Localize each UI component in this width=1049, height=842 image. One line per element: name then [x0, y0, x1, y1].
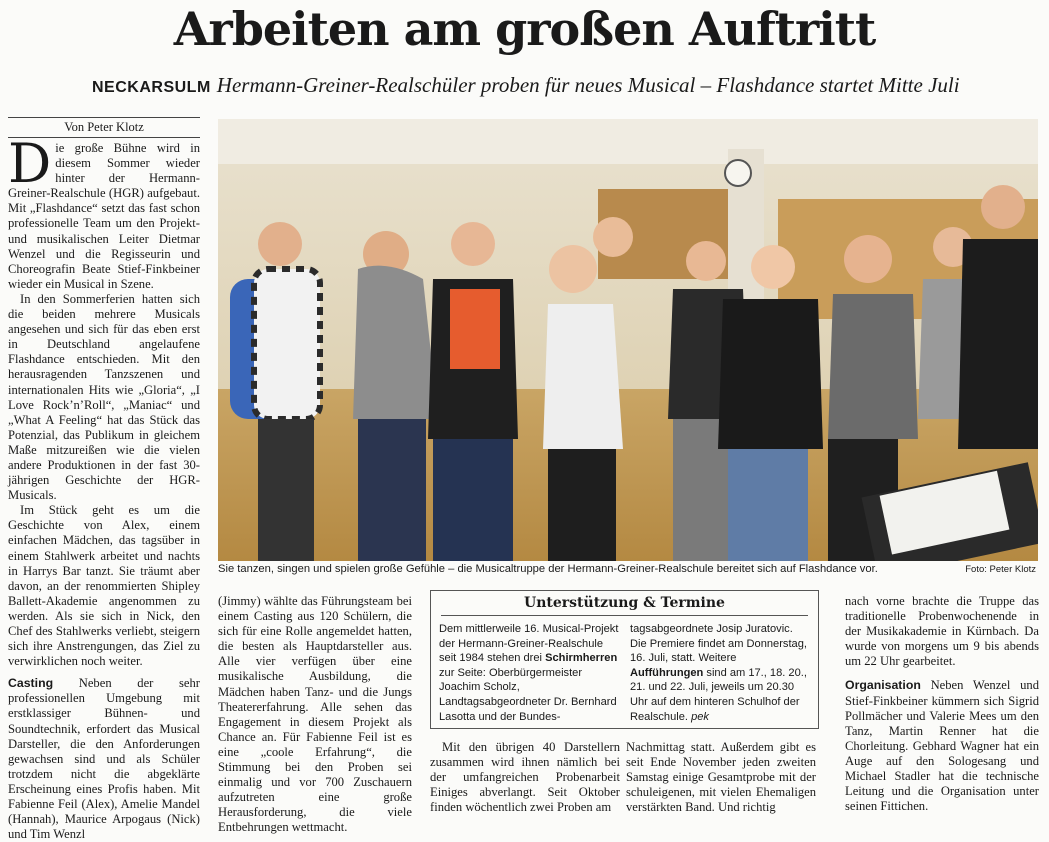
- paragraph-intro: Die große Bühne wird in diesem Sommer wieder hinter der Hermann-Greiner-Realschule (HGR) aufgebaut. Mit „Flashdance“ setzt das fast schon professionelle Team um den Projekt- und musikalischen Leiter Dietmar Wenzel und die Regisseurin und Choreografin Beate Stief-Finkbeiner wieder ein Musical in Szene.: [8, 132, 200, 291]
- dateline: NECKARSULM: [92, 79, 211, 96]
- article-column-4: [626, 740, 816, 815]
- info-box: [430, 590, 819, 729]
- article-column-3: [430, 740, 620, 815]
- paragraph: (Jimmy) wählte das Führungsteam bei einem Casting aus 120 Schülern, die sich für eine Rolle angemeldet hatten, die besten als Hauptdarsteller aus. Alle vier verfügen über eine musikalische Ausbildung, die Mädchen haben Tanz- und die Jungs Theatererfahrung. Alle sehen das Engagement in diesem Projekt als Chance an. Für Fabienne Feil ist es eine „coole Erfahrung“, die Stimmung bei den Proben sei einmalig und vor 700 Zuschauern aufzutreten eine große Herausforderung, die viele Entbehrungen wettmacht.: [218, 594, 412, 835]
- article-subline: [92, 73, 1049, 98]
- info-box-title: Unterstützung & Termine: [524, 595, 725, 611]
- photo-illustration: [218, 119, 1038, 561]
- article-deck: Hermann-Greiner-Realschüler proben für neues Musical – Flashdance startet Mitte Juli: [216, 73, 960, 97]
- paragraph-organisation: Organisation Neben Wenzel und Stief-Finkbeiner kümmern sich Sigrid Pollmächer und Valerie Mees um den Tanz, Martin Renner hat die Chorleitung. Gebhard Wagner hat ein Auge auf den Sologesang und Michael Stadler hat die technische Leitung und die Organisation unter seinen Fittichen.: [845, 678, 1039, 814]
- caption-text: Sie tanzen, singen und spielen große Gefühle – die Musicaltruppe der Hermann-Greiner-Realschule bereitet sich auf Flashdance vor.: [218, 563, 878, 575]
- paragraph: Im Stück geht es um die Geschichte von Alex, einem einfachen Mädchen, das tagsüber in einem Stahlwerk arbeitet und nachts in Harrys Bar tanzt. Sie träumt aber davon, an der renommierten Shipley Ballett-Akademie angenommen zu werden. Als sie sich in Nick, den Chef des Stahlwerks verliebt, steigern sich ihre Anstrengungen, das Ziel zu verwirklichen noch weiter.: [8, 503, 200, 669]
- article-column-2: [218, 594, 412, 836]
- article-column-5: [845, 594, 1039, 814]
- section-keyword: Casting: [8, 676, 54, 691]
- article-column-1: [8, 132, 200, 842]
- drop-cap: D: [8, 132, 52, 195]
- paragraph-casting: Casting Neben der sehr professionellen Umgebung mit erstklassiger Bühnen- und Soundtechnik, erfordert das Musical Darsteller, die den Anforderungen gewachsen sind und als Schüler trotzdem nicht die abgeklärte Erscheinung eines Profis haben. Mit Fabienne Feil (Alex), Amelie Mandel (Hannah), Maurice Arpogaus (Nick) und Tim Wenzl: [8, 676, 200, 842]
- photo-caption: [218, 563, 1038, 575]
- photo-credit: Foto: Peter Klotz: [965, 564, 1036, 575]
- paragraph: Nachmittag statt. Außerdem gibt es seit Ende November jeden zweiten Samstag einige Gesamtprobe mit der schuleigenen, mit vielen Ehemaligen verstärkten Band. Und richtig: [626, 740, 816, 815]
- paragraph: Mit den übrigen 40 Darstellern zusammen wird ihnen nämlich bei der umfangreichen Probenarbeit Einiges abverlangt. Seit Oktober finden wöchentlich zwei Proben am: [430, 740, 620, 815]
- info-box-column-right: tagsabgeordnete Josip Juratovic. Die Premiere findet am Donnerstag, 16. Juli, statt. Weitere Aufführungen sind am 17., 18. 20., 21. und 22. Juli, jeweils um 20.30 Uhr auf dem hinteren Schulhof der Realschule. pek: [630, 623, 807, 723]
- keyword-auffuehrungen: Aufführungen: [630, 666, 704, 679]
- musical-group-photo: [218, 119, 1038, 561]
- section-keyword: Organisation: [845, 678, 921, 693]
- info-box-column-left: Dem mittlerweile 16. Musical-Projekt der Hermann-Greiner-Realschule seit 1984 stehen drei Schirmherren zur Seite: Oberbürgermeister Joachim Scholz, Landtagsabgeordneter Dr. Bernhard Lasotta und der Bundes-: [439, 623, 619, 723]
- paragraph: nach vorne brachte die Truppe das traditionelle Probenwochenende in der Musikakademie in Kürnbach. Da wurde von morgens um 9 bis abends um 22 Uhr gearbeitet.: [845, 594, 1039, 669]
- paragraph: In den Sommerferien hatten sich die beiden mehrere Musicals angesehen und sich für das eben erst in Deutschland angelaufene Flashdance entschieden. Mit den herausragenden Tanzszenen und internationalen Hits wie „Gloria“, „I Love Rock’n’Roll“, „Maniac“ und „What A Feeling“ hat das Stück das Potenzial, das Publikum in gleichem Maße mitzureißen wie die vielen andere Produktionen in der fast 30-jährigen Geschichte der HGR-Musicals.: [8, 291, 200, 503]
- keyword-schirmherren: Schirmherren: [545, 652, 618, 665]
- article-headline: Arbeiten am großen Auftritt: [173, 2, 876, 56]
- info-box-rule: [441, 615, 808, 616]
- byline: Von Peter Klotz: [8, 117, 200, 138]
- author-initials: pek: [691, 710, 709, 723]
